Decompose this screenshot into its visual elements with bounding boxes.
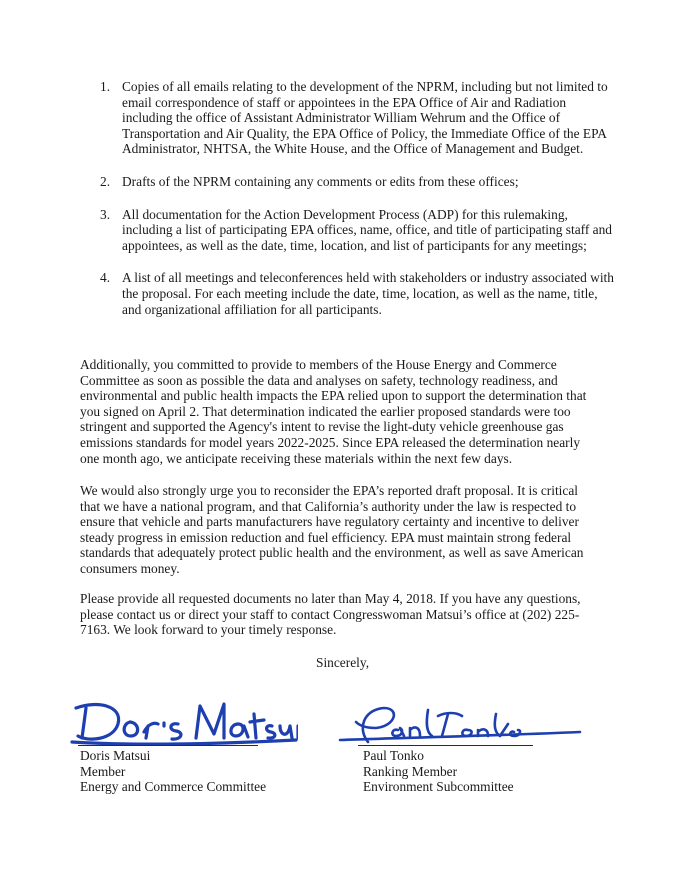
signatory-committee: Energy and Commerce Committee (80, 779, 267, 795)
signatory-title: Member (80, 763, 126, 779)
signature-line (358, 745, 533, 746)
list-item-text: Copies of all emails relating to the development of the NPRM, including but not limited to email correspondence of staff or appointees in the EPA Office of Air and Radiation including the office of Assistant Administrator William Wehrum and the Office of Transportation and Air Quality, the EPA Office of Policy, the Immediate Office of the EPA Administrator, NHTSA, the White House, and the Office of Management and Budget. (122, 79, 608, 157)
list-item-number: 1. (100, 79, 111, 94)
list-item (80, 174, 620, 190)
signatory-committee: Environment Subcommittee (363, 779, 514, 795)
list-item (80, 79, 620, 157)
signatory-name: Paul Tonko (363, 748, 424, 763)
body-paragraph: Please provide all requested documents no later than May 4, 2018. If you have any questions, please contact us or direct your staff to contact Congresswoman Matsui’s office at (202) 225-7163. We look forward to your timely response. (80, 591, 581, 638)
signatory-name: Doris Matsui (80, 748, 151, 763)
signature-ink (72, 704, 298, 744)
signature-block-matsui (80, 748, 266, 795)
closing-salutation: Sincerely, (316, 655, 370, 670)
body-paragraph: We would also strongly urge you to reconsider the EPA’s reported draft proposal. It is critical that we have a national program, and that California’s authority under the law is respected to ensure that vehicle and parts manufacturers have regulatory certainty and incentive to deliver steady progress in emission reduction and fuel efficiency. EPA must maintain strong federal standards that adequately protect public health and the environment, as well as save American consumers money. (80, 483, 584, 576)
list-item-text: Drafts of the NPRM containing any comments or edits from these offices; (122, 173, 519, 189)
list-item-number: 2. (100, 173, 111, 189)
signature-matsui-image (68, 696, 298, 748)
signatory-title: Ranking Member (363, 763, 458, 779)
signature-ink (340, 708, 580, 742)
list-item-number: 4. (100, 270, 111, 286)
body-paragraph: Additionally, you committed to provide to members of the House Energy and Commerce Committee as soon as possible the data and analyses on safety, technology readiness, and environmental and public health impacts the EPA relied upon to support the determination that you signed on April 2. That determination indicated the earlier proposed standards were too stringent and supported the Agency's intent to revise the light-duty vehicle greenhouse gas emissions standards for model years 2022-2025. Since EPA released the determination nearly one month ago, we anticipate receiving these materials within the next few days. (80, 357, 587, 466)
signature-tonko-image (338, 702, 583, 750)
list-item-text: A list of all meetings and teleconferences held with stakeholders or industry associated with the proposal. For each meeting include the date, time, location, as well as the name, title, and organizational affiliation for all participants. (122, 270, 614, 317)
signature-line (78, 745, 258, 746)
request-list (80, 79, 620, 334)
list-item (80, 270, 620, 317)
list-item (80, 207, 620, 254)
list-item-text: All documentation for the Action Development Process (ADP) for this rulemaking, including a list of participating EPA offices, name, office, and title of participating staff and appointees, as well as the date, time, location, and list of participants for any meetings; (122, 206, 612, 253)
list-item-number: 3. (100, 206, 111, 222)
signature-block-tonko (363, 748, 514, 795)
